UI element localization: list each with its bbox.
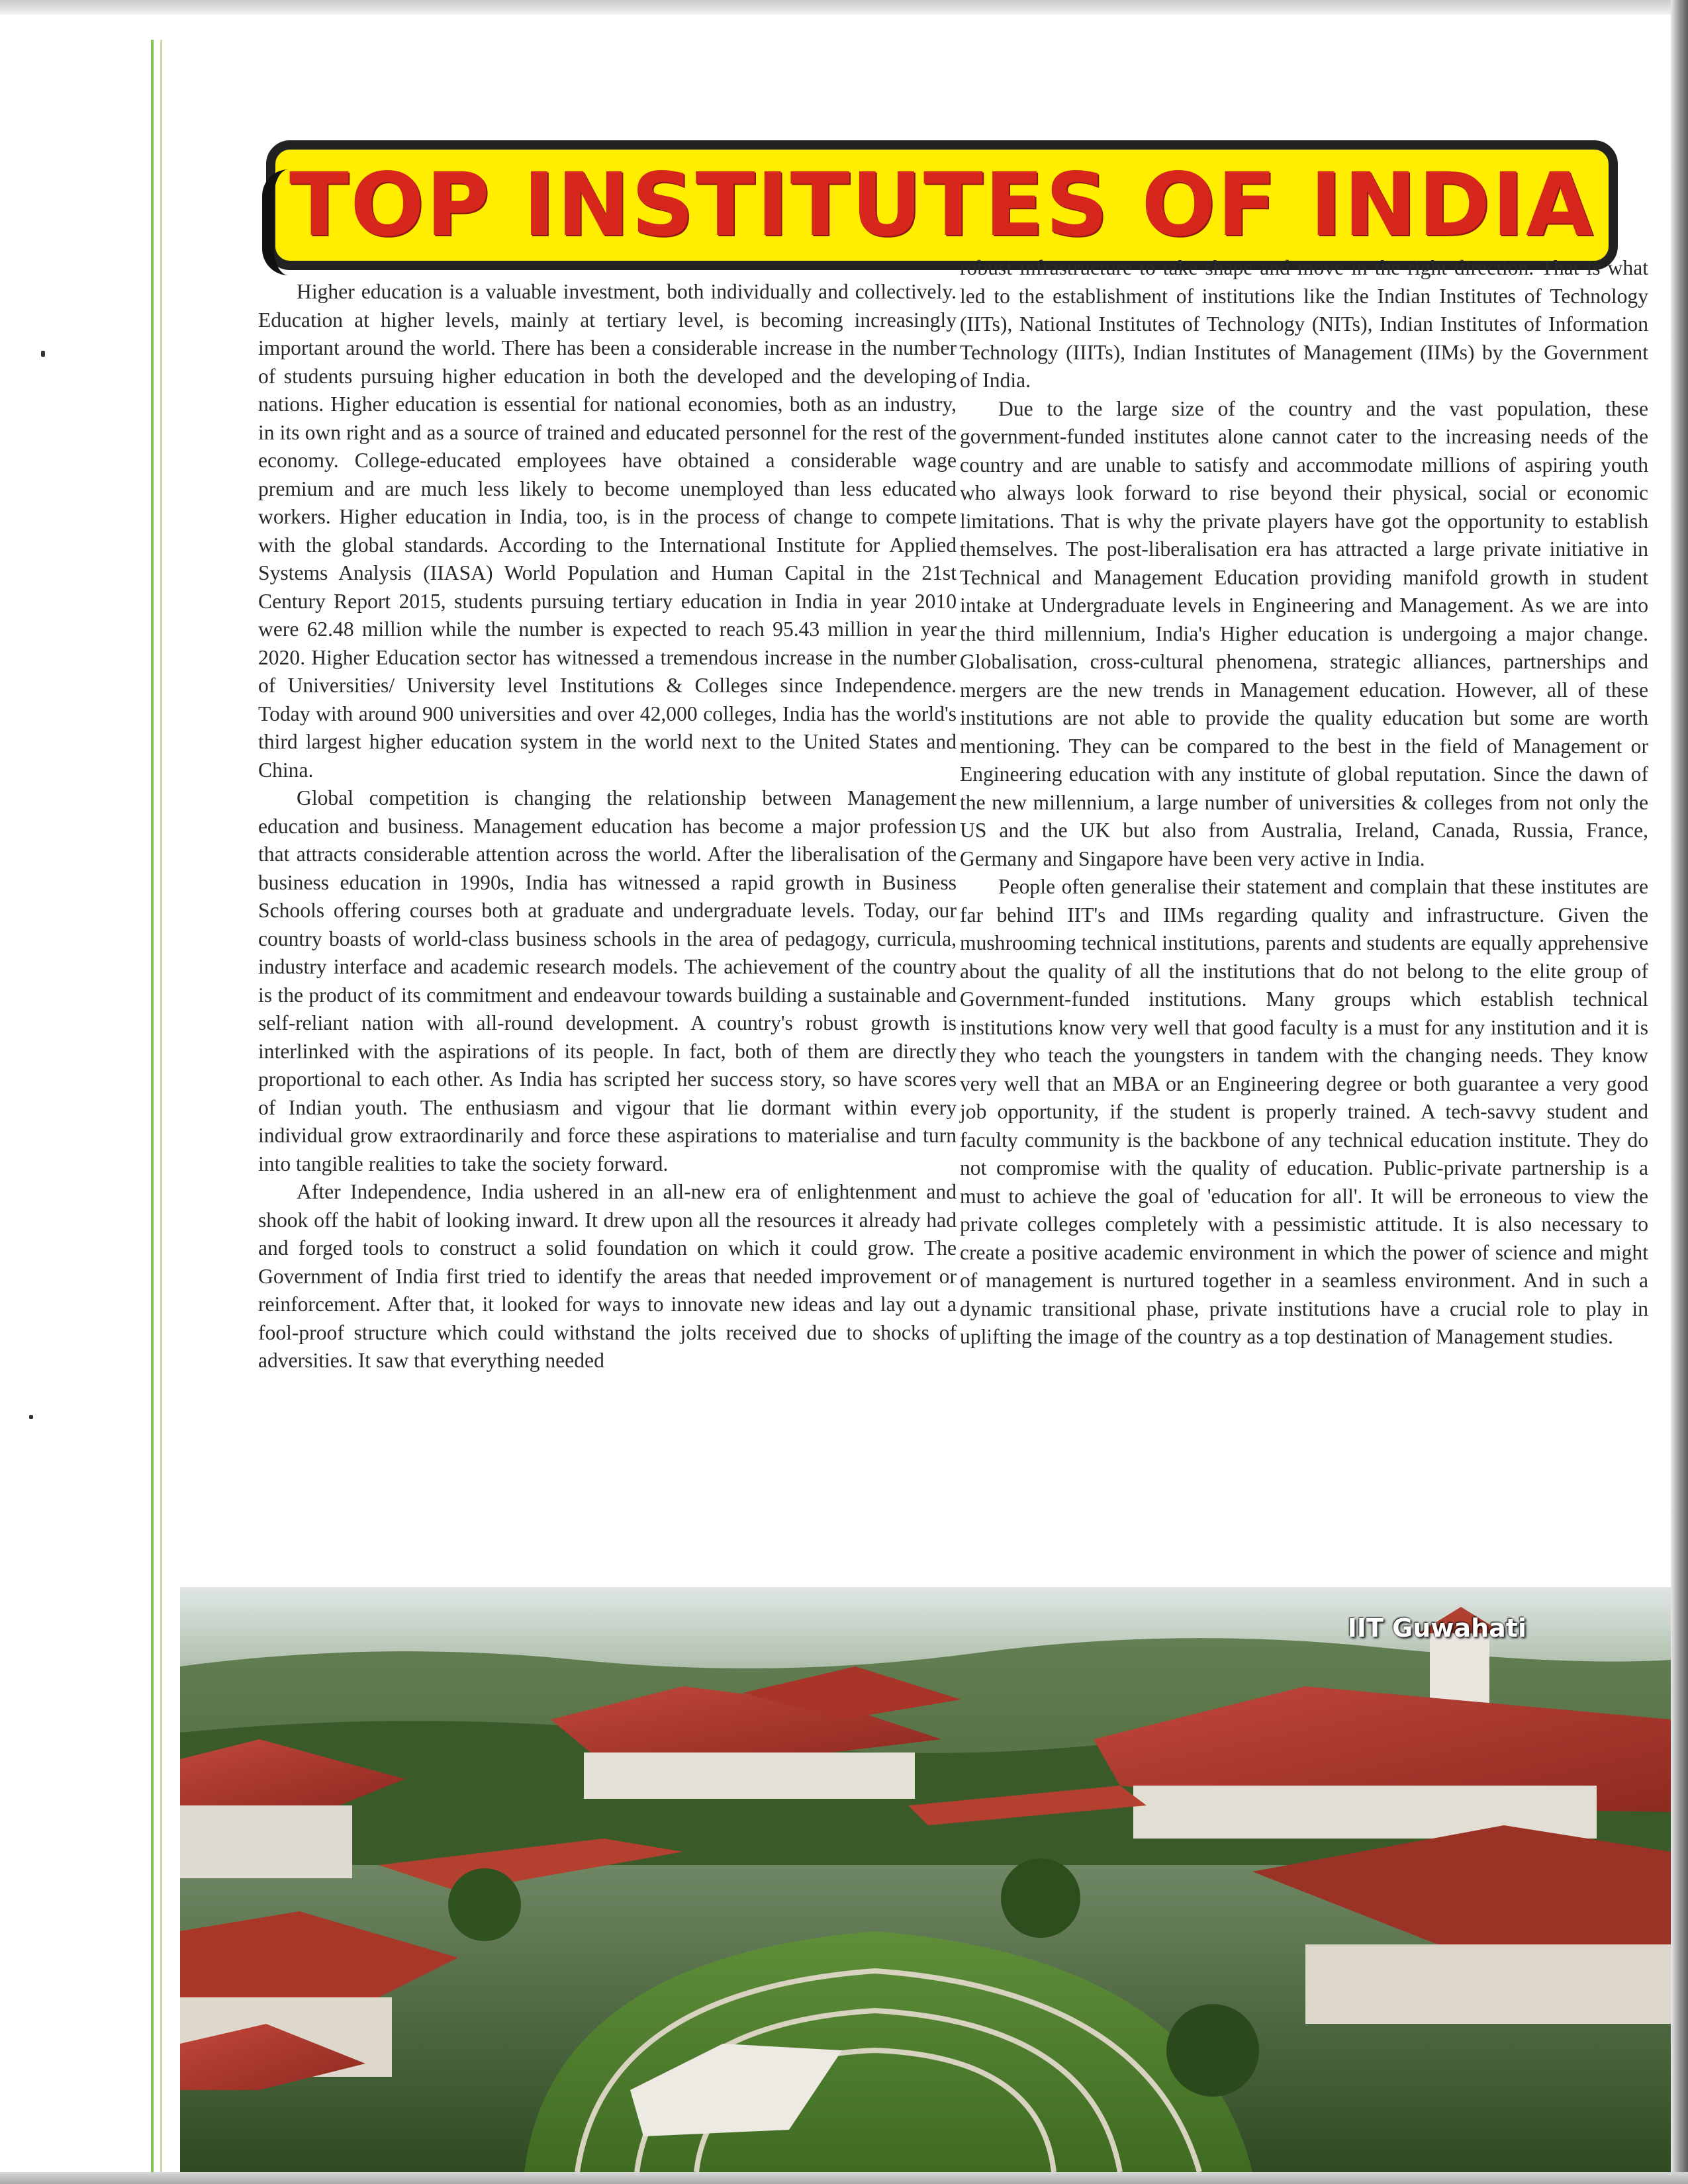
title-banner bbox=[266, 140, 1618, 270]
article-paragraph: Higher education is a valuable investment, both individually and collectively. Education at higher levels, mainly at tertiary level, is becoming increasingly important around the world. There has been a considerable increase in the number of students pursuing higher education in both the developed and the developing nations. Higher education is essential for national economies, both as an industry, in its own right and as a source of trained and educated personnel for the rest of the economy. College-educated employees have obtained a considerable wage premium and are much less likely to become unemployed than less educated workers. Higher education in India, too, is in the process of change to compete with the global standards. According to the International Institute for Applied Systems Analysis (IIASA) World Population and Human Capital in the 21st Century Report 2015, students pursuing tertiary education in India in year 2010 were 62.48 million while the number is expected to reach 95.43 million in year 2020. Higher Education sector has witnessed a tremendous increase in the number of Universities/ University level Institutions & Colleges since Independence. Today with around 900 universities and over 42,000 colleges, India has the world's third largest higher education system in the world next to the United States and China. bbox=[258, 280, 957, 782]
article-paragraph: Due to the large size of the country and the vast population, these government-funded institutes alone cannot cater to the increasing needs of the country and are unable to satisfy and accommodate millions of aspiring youth who always look forward to rise beyond their physical, social or economic limitations. That is why the private players have got the opportunity to establish themselves. The post-liberalisation era has attracted a large private initiative in Technical and Management Education providing manifold growth in student intake at Undergraduate levels in Engineering and Management. As we are into the third millennium, India's Higher education is undergoing a major change. Globalisation, cross-cultural phenomena, strategic alliances, partnerships and mergers are the new trends in Management education. However, all of these institutions are not able to provide the quality education but some are worth mentioning. They can be compared to the best in the field of Management or Engineering education with any institute of global reputation. Since the dawn of the new millennium, a large number of universities & colleges from not only the US and the UK but also from Australia, Ireland, Canada, Russia, France, Germany and Singapore have been very active in India. bbox=[960, 396, 1648, 870]
photo-caption: IIT Guwahati bbox=[1347, 1614, 1526, 1643]
scan-bottom-strip bbox=[0, 2172, 1688, 2184]
article-column-right bbox=[960, 254, 1648, 1351]
campus-photo bbox=[180, 1587, 1671, 2172]
campus-photo-illustration bbox=[180, 1587, 1671, 2172]
article-paragraph: robust infrastructure to take shape and move in the right direction. That is what led to the establishment of institutions like the Indian Institutes of Technology (IITs), National Institutes of Technology (NITs), Indian Institutes of Information Technology (IIITs), Indian Institutes of Management (IIMs) by the Government of India. bbox=[960, 256, 1648, 392]
article-column-left bbox=[258, 278, 957, 1375]
scan-speck bbox=[41, 351, 45, 357]
article-paragraph: People often generalise their statement and complain that these institutes are far behind IIT's and IIMs regarding quality and infrastructure. Given the mushrooming technical institutions, parents and students are equally apprehensive about the quality of all the institutions that do not belong to the elite group of Government-funded institutions. Many groups which establish technical institutions know very well that good faculty is a must for any institution and it is they who teach the youngsters in tandem with the changing needs. They know very well that an MBA or an Engineering degree or both guarantee a very good job opportunity, if the student is properly trained. A tech-savvy student and faculty community is the backbone of any technical education institute. They do not compromise with the quality of education. Public-private partnership is a must to achieve the goal of 'education for all'. It will be erroneous to view the private colleges completely with a pessimistic attitude. It is also necessary to create a positive academic environment in which the power of science and might of management is nurtured together in a seamless environment. And in such a dynamic transitional phase, private institutions have a crucial role to play in uplifting the image of the country as a top destination of Management studies. bbox=[960, 875, 1648, 1348]
page-title: TOP INSTITUTES OF INDIA bbox=[289, 154, 1595, 256]
article-paragraph: After Independence, India ushered in an all-new era of enlightenment and shook off the habit of looking inward. It drew upon all the resources it already had and forged tools to construct a solid foundation on which it could grow. The Government of India first tried to identify the areas that needed improvement or reinforcement. After that, it looked for ways to innovate new ideas and lay out a fool-proof structure which could withstand the jolts received due to shocks of adversities. It saw that everything needed bbox=[258, 1180, 957, 1372]
article-paragraph: Global competition is changing the relationship between Management education and business. Management education has become a major profession that attracts considerable attention across the world. After the liberalisation of the business education in 1990s, India has witnessed a rapid growth in Business Schools offering courses both at graduate and undergraduate levels. Today, our country boasts of world-class business schools in the area of pedagogy, curricula, industry interface and academic research models. The achievement of the country is the product of its commitment and endeavour towards building a sustainable and self-reliant nation with all-round development. A country's robust growth is interlinked with the aspirations of its people. In fact, both of them are directly proportional to each other. As India has scripted her success story, so have scores of Indian youth. The enthusiasm and vigour that lie dormant within every individual grow extraordinarily and force these aspirations to materialise and turn into tangible realities to take the society forward. bbox=[258, 786, 957, 1175]
scan-top-shadow bbox=[0, 0, 1688, 15]
scan-speck bbox=[29, 1415, 33, 1419]
page-fold-edge bbox=[1671, 0, 1688, 2184]
page-spine-rule bbox=[148, 40, 175, 2177]
